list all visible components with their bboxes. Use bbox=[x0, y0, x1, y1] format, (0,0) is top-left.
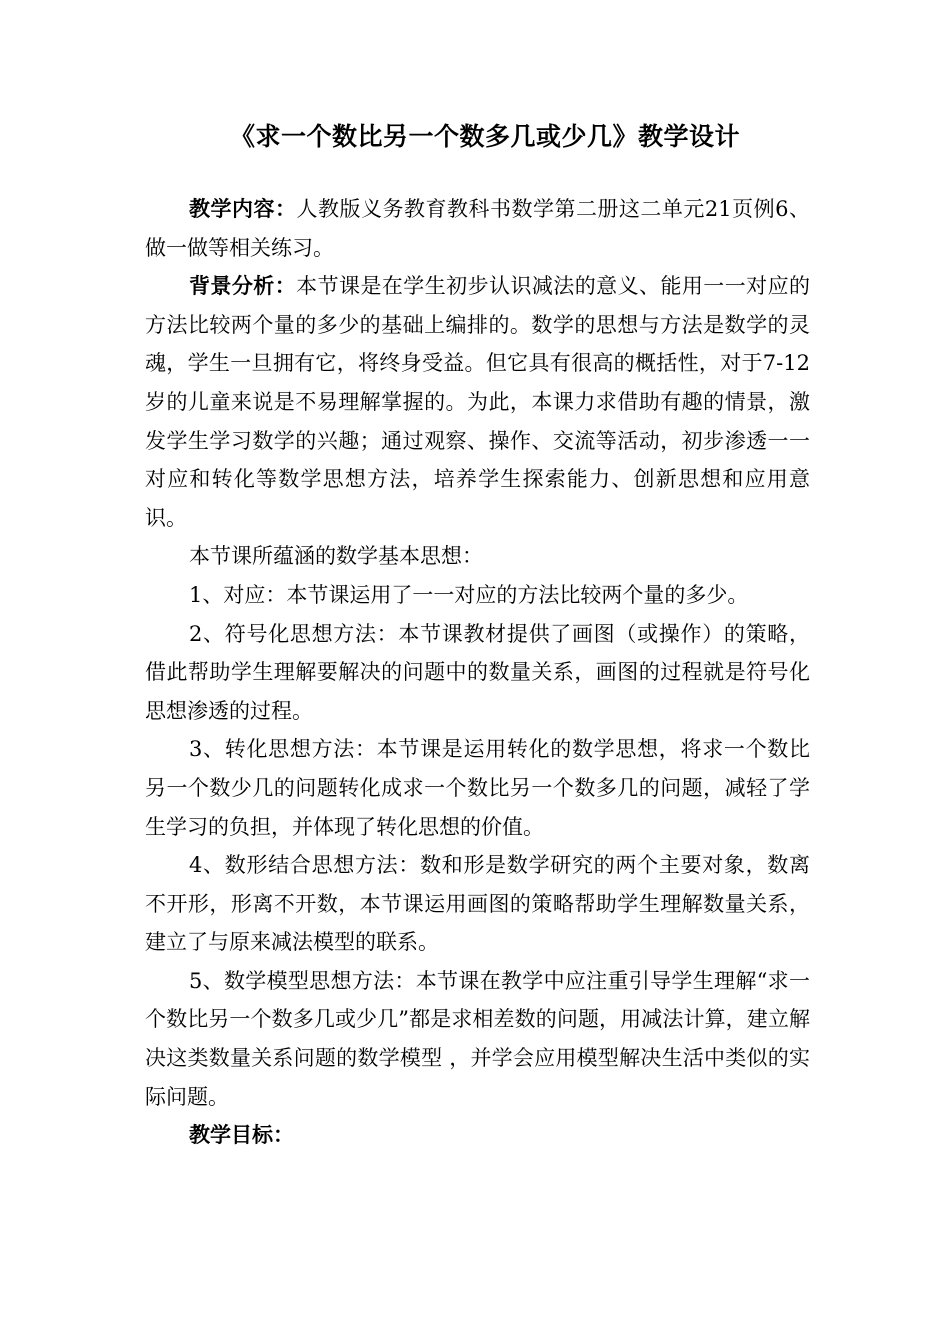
idea-item-2: 2、符号化思想方法：本节课教材提供了画图（或操作）的策略，借此帮助学生理解要解决的问题中的数量关系，画图的过程就是符号化思想渗透的过程。 bbox=[145, 621, 810, 723]
teaching-content-text: 人教版义务教育教科书数学第二册这二单元21页例6、做一做等相关练习。 bbox=[145, 197, 810, 260]
ideas-intro: 本节课所蕴涵的数学基本思想： bbox=[189, 544, 483, 569]
document-body bbox=[145, 190, 810, 1155]
idea-item-3: 3、转化思想方法：本节课是运用转化的数学思想，将求一个数比另一个数少几的问题转化成求一个数比另一个数多几的问题，减轻了学生学习的负担，并体现了转化思想的价值。 bbox=[145, 737, 810, 839]
teaching-goals-label: 教学目标： bbox=[189, 1123, 294, 1148]
background-analysis-text: 本节课是在学生初步认识减法的意义、能用一一对应的方法比较两个量的多少的基础上编排的。数学的思想与方法是数学的灵魂，学生一旦拥有它，将终身受益。但它具有很高的概括性，对于7-12岁的儿童来说是不易理解掌握的。为此，本课力求借助有趣的情景，激发学生学习数学的兴趣；通过观察、操作、交流等活动，初步渗透一一对应和转化等数学思想方法，培养学生探索能力、创新思想和应用意识。 bbox=[145, 274, 811, 530]
idea-item-5: 5、数学模型思想方法：本节课在教学中应注重引导学生理解“求一个数比另一个数多几或少几”都是求相差数的问题，用减法计算，建立解决这类数量关系问题的数学模型 ，并学会应用模型解决生活中类似的实际问题。 bbox=[145, 968, 810, 1109]
document-title: 《求一个数比另一个数多几或少几》教学设计 bbox=[229, 122, 740, 151]
idea-item-1: 1、对应：本节课运用了一一对应的方法比较两个量的多少。 bbox=[189, 582, 749, 607]
teaching-content-paragraph bbox=[145, 190, 810, 267]
idea-item-4: 4、数形结合思想方法：数和形是数学研究的两个主要对象，数离不开形，形离不开数，本节课运用画图的策略帮助学生理解数量关系，建立了与原来减法模型的联系。 bbox=[145, 853, 810, 955]
teaching-goals-paragraph bbox=[145, 1116, 810, 1155]
background-analysis-paragraph bbox=[145, 267, 810, 537]
teaching-content-label: 教学内容： bbox=[189, 197, 297, 221]
background-analysis-label: 背景分析： bbox=[189, 274, 297, 299]
